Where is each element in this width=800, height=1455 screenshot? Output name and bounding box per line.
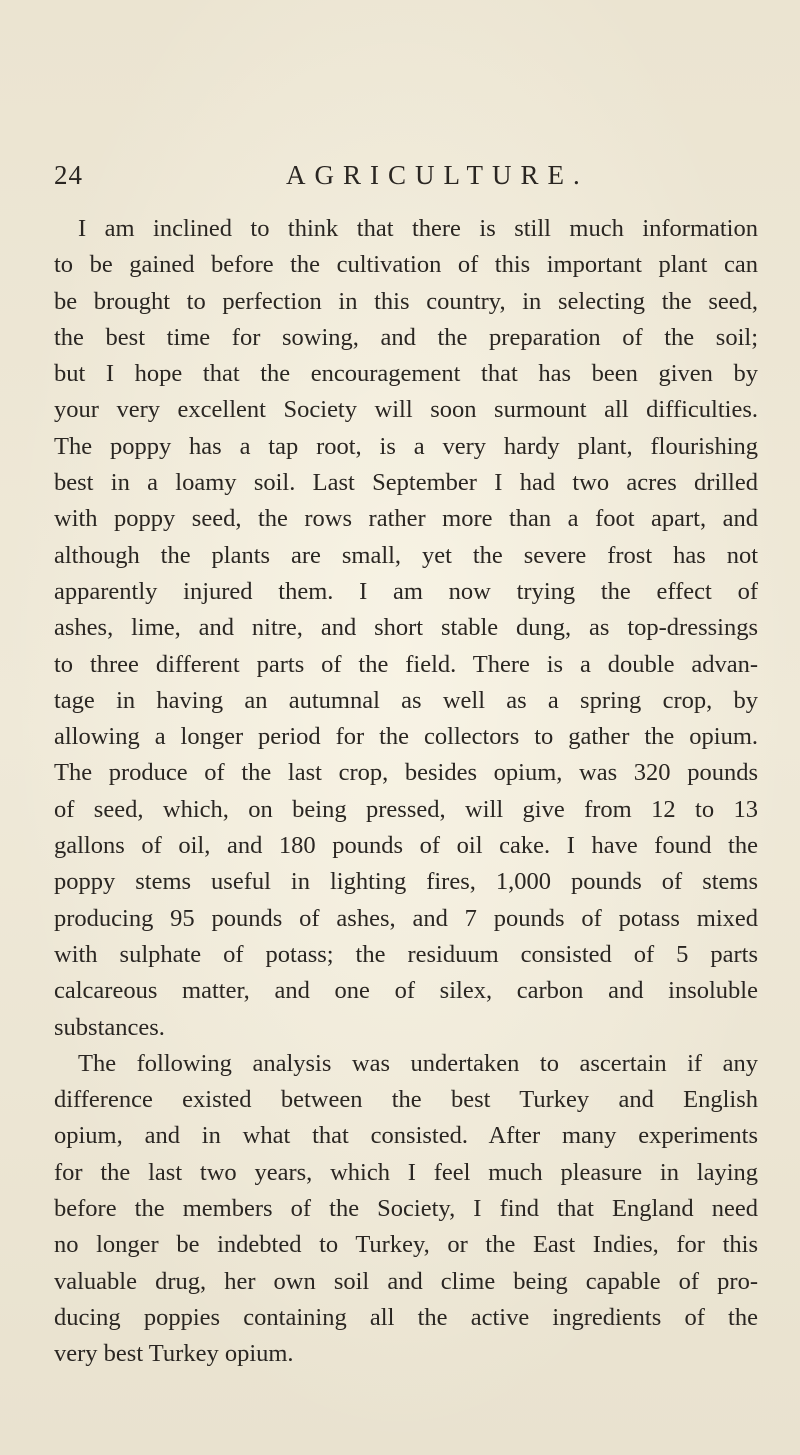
- text-line: no longer be indebted to Turkey, or the East Indies, for this: [54, 1231, 758, 1259]
- text-line: ducing poppies containing all the active ingredients of the: [54, 1303, 758, 1331]
- text-line: with sulphate of potass; the residuum consisted of 5 parts: [54, 940, 758, 968]
- text-line: opium, and in what that consisted. After many experiments: [54, 1122, 758, 1150]
- text-line: The poppy has a tap root, is a very hardy plant, flourishing: [54, 432, 758, 460]
- text-line: be brought to perfection in this country, in selecting the seed,: [54, 287, 758, 315]
- paragraph-1: [54, 211, 758, 1046]
- text-line: the best time for sowing, and the preparation of the soil;: [54, 323, 758, 351]
- text-line: ashes, lime, and nitre, and short stable dung, as top-dressings: [54, 614, 758, 642]
- text-line: apparently injured them. I am now trying the effect of: [54, 577, 758, 605]
- text-line: best in a loamy soil. Last September I had two acres drilled: [54, 469, 758, 497]
- text-line: I am inclined to think that there is still much information: [78, 215, 758, 242]
- text-line: tage in having an autumnal as well as a spring crop, by: [54, 686, 758, 714]
- text-line: with poppy seed, the rows rather more than a foot apart, and: [54, 505, 758, 533]
- text-line: although the plants are small, yet the severe frost has not: [54, 541, 758, 569]
- text-line: very best Turkey opium.: [54, 1340, 294, 1368]
- text-line: substances.: [54, 1013, 165, 1041]
- text-line: for the last two years, which I feel much pleasure in laying: [54, 1158, 758, 1186]
- text-line: allowing a longer period for the collectors to gather the opium.: [54, 723, 758, 751]
- text-line: but I hope that the encouragement that has been given by: [54, 360, 758, 388]
- page-number: 24: [54, 160, 83, 190]
- text-line: gallons of oil, and 180 pounds of oil cake. I have found the: [54, 832, 758, 860]
- text-line: to be gained before the cultivation of this important plant can: [54, 251, 758, 279]
- text-line: before the members of the Society, I find that England need: [54, 1195, 758, 1223]
- paragraph-2: [54, 1046, 758, 1373]
- text-line: The following analysis was undertaken to ascertain if any: [78, 1049, 758, 1077]
- text-line: calcareous matter, and one of silex, carbon and insoluble: [54, 977, 758, 1005]
- text-line: difference existed between the best Turkey and English: [54, 1086, 758, 1114]
- text-line: valuable drug, her own soil and clime being capable of pro-: [54, 1267, 758, 1295]
- text-line: The produce of the last crop, besides opium, was 320 pounds: [54, 759, 758, 787]
- running-head: [54, 160, 754, 200]
- text-line: producing 95 pounds of ashes, and 7 pounds of potass mixed: [54, 904, 758, 932]
- running-title: AGRICULTURE.: [286, 160, 589, 190]
- text-line: poppy stems useful in lighting fires, 1,000 pounds of stems: [54, 868, 758, 896]
- body-text: [54, 211, 758, 1373]
- text-line: your very excellent Society will soon surmount all difficulties.: [54, 396, 758, 424]
- text-line: to three different parts of the field. There is a double advan-: [54, 650, 758, 678]
- text-line: of seed, which, on being pressed, will give from 12 to 13: [54, 795, 758, 823]
